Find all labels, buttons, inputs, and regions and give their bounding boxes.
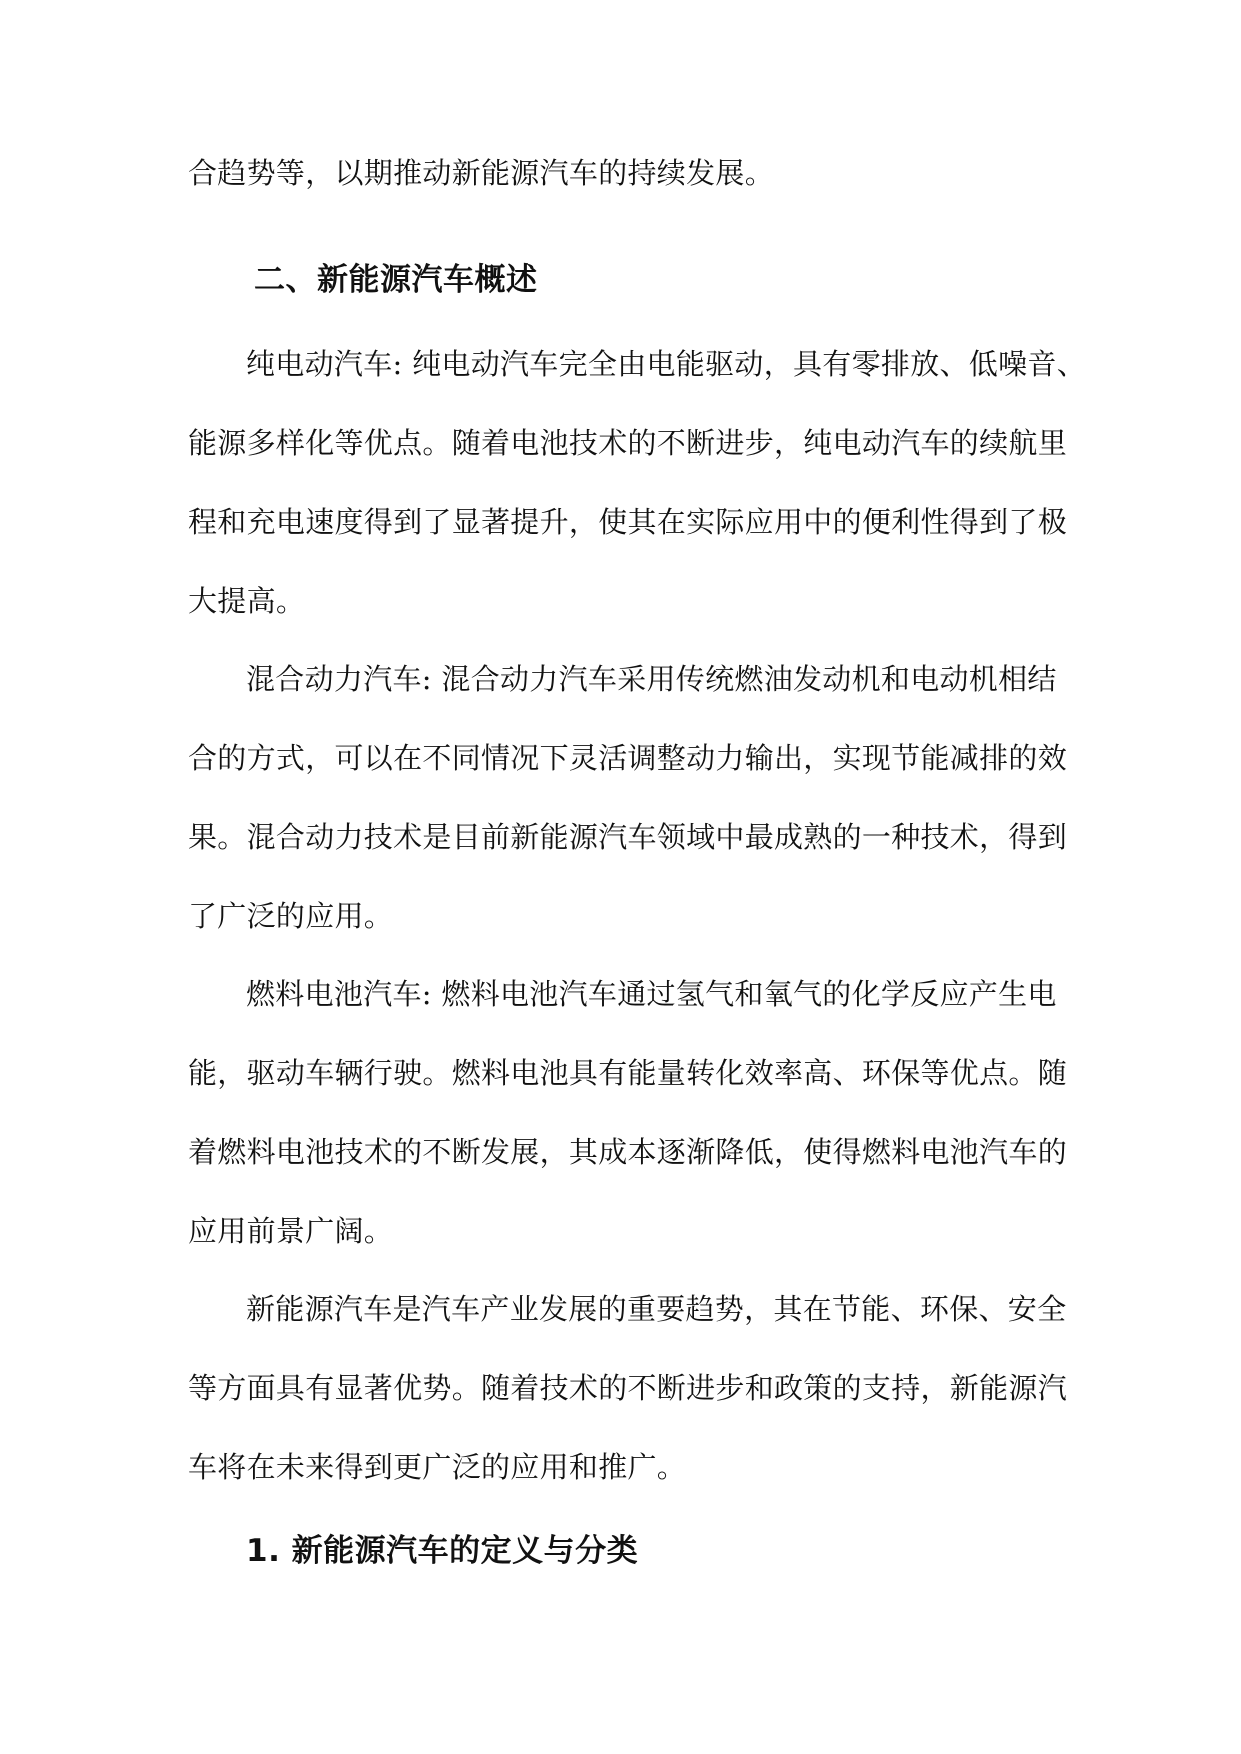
paragraph-line: 纯电动汽车: 纯电动汽车完全由电能驱动，具有零排放、低噪音、 bbox=[246, 347, 1086, 381]
paragraph-line: 大提高。 bbox=[188, 584, 306, 618]
subsection-heading: 1. 新能源汽车的定义与分类 bbox=[246, 1533, 639, 1569]
paragraph-line: 能，驱动车辆行驶。燃料电池具有能量转化效率高、环保等优点。随 bbox=[188, 1056, 1068, 1090]
paragraph-line: 混合动力汽车: 混合动力汽车采用传统燃油发动机和电动机相结 bbox=[246, 662, 1057, 696]
paragraph-line: 合的方式，可以在不同情况下灵活调整动力输出，实现节能减排的效 bbox=[188, 741, 1068, 775]
paragraph-line: 程和充电速度得到了显著提升，使其在实际应用中的便利性得到了极 bbox=[188, 505, 1068, 539]
paragraph-line: 新能源汽车是汽车产业发展的重要趋势，其在节能、环保、安全 bbox=[246, 1292, 1067, 1326]
paragraph-line: 果。混合动力技术是目前新能源汽车领域中最成熟的一种技术，得到 bbox=[188, 820, 1068, 854]
section-heading: 二、新能源汽车概述 bbox=[254, 262, 538, 298]
paragraph-line: 等方面具有显著优势。随着技术的不断进步和政策的支持，新能源汽 bbox=[188, 1371, 1068, 1405]
paragraph-line: 燃料电池汽车: 燃料电池汽车通过氢气和氧气的化学反应产生电 bbox=[246, 977, 1057, 1011]
paragraph-line: 车将在未来得到更广泛的应用和推广。 bbox=[188, 1450, 687, 1484]
paragraph-line: 应用前景广阔。 bbox=[188, 1214, 394, 1248]
paragraph-line: 着燃料电池技术的不断发展，其成本逐渐降低，使得燃料电池汽车的 bbox=[188, 1135, 1068, 1169]
paragraph-line: 能源多样化等优点。随着电池技术的不断进步，纯电动汽车的续航里 bbox=[188, 426, 1068, 460]
paragraph-line: 了广泛的应用。 bbox=[188, 899, 394, 933]
intro-tail-line: 合趋势等，以期推动新能源汽车的持续发展。 bbox=[188, 156, 775, 190]
